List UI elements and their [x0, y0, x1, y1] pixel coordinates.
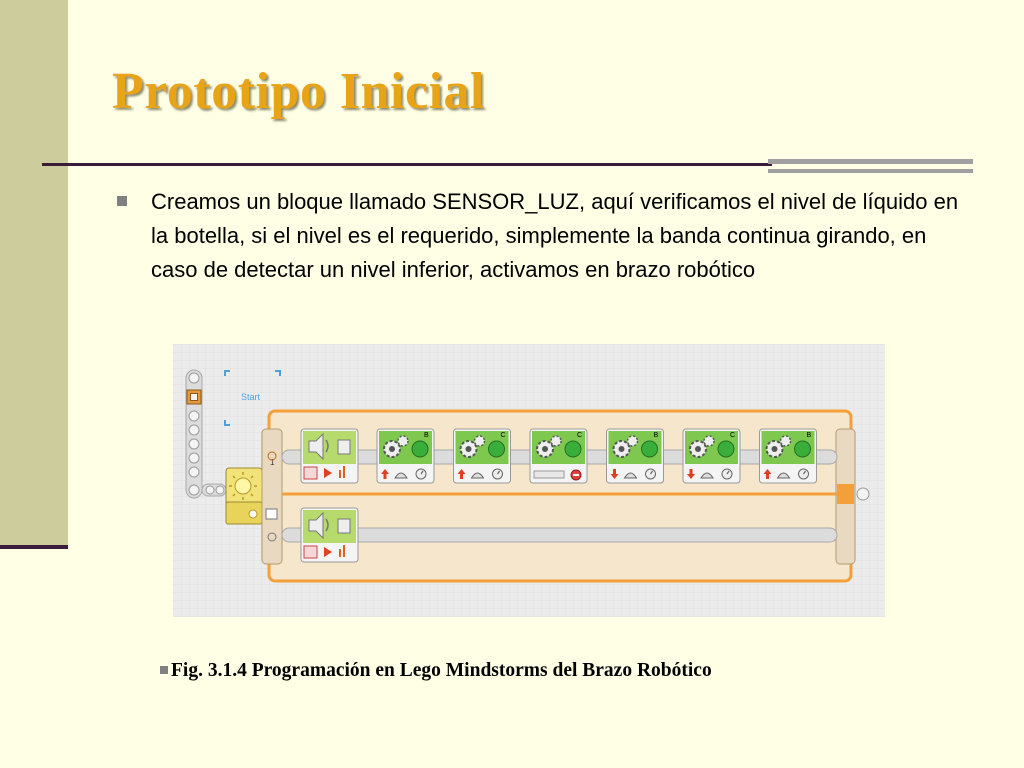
motor-port-label: C [577, 432, 583, 439]
motor-block [454, 429, 511, 483]
side-divider [0, 545, 68, 549]
motor-block [683, 429, 740, 483]
motor-block [607, 429, 664, 483]
motor-block [377, 429, 434, 483]
motor-port-label: B [653, 432, 659, 439]
title-rule-accent [768, 159, 973, 164]
motor-port-label: B [806, 432, 812, 439]
title-rule-accent-2 [768, 169, 973, 173]
bullet-marker [117, 196, 127, 206]
motor-port-label: B [424, 432, 429, 439]
caption-bullet [160, 666, 168, 674]
sound-block [301, 429, 358, 483]
start-label: Start [241, 392, 261, 402]
light-sensor-block [226, 468, 262, 524]
lego-program-screenshot [173, 344, 885, 617]
motor-stop-icon [534, 471, 564, 478]
caption-text: Fig. 3.1.4 Programación en Lego Mindstorms del Brazo Robótico [171, 660, 712, 681]
side-band [0, 0, 68, 548]
sound-block [301, 508, 358, 562]
lower-beam [282, 528, 837, 542]
slide-title: Prototipo Inicial [112, 63, 485, 120]
motor-block [530, 429, 587, 483]
motor-port-label: C [500, 432, 506, 439]
switch-number: 1 [270, 458, 275, 467]
motor-block [760, 429, 817, 483]
figure-caption [160, 660, 712, 682]
motor-port-label: C [730, 432, 736, 439]
title-rule [42, 163, 772, 166]
body-text: Creamos un bloque llamado SENSOR_LUZ, aquí verificamos el nivel de líquido en la botella, si el nivel es el requerido, simplemente la banda continua girando, en caso de detectar un nivel inferior, activamos en brazo robótico [151, 189, 959, 282]
